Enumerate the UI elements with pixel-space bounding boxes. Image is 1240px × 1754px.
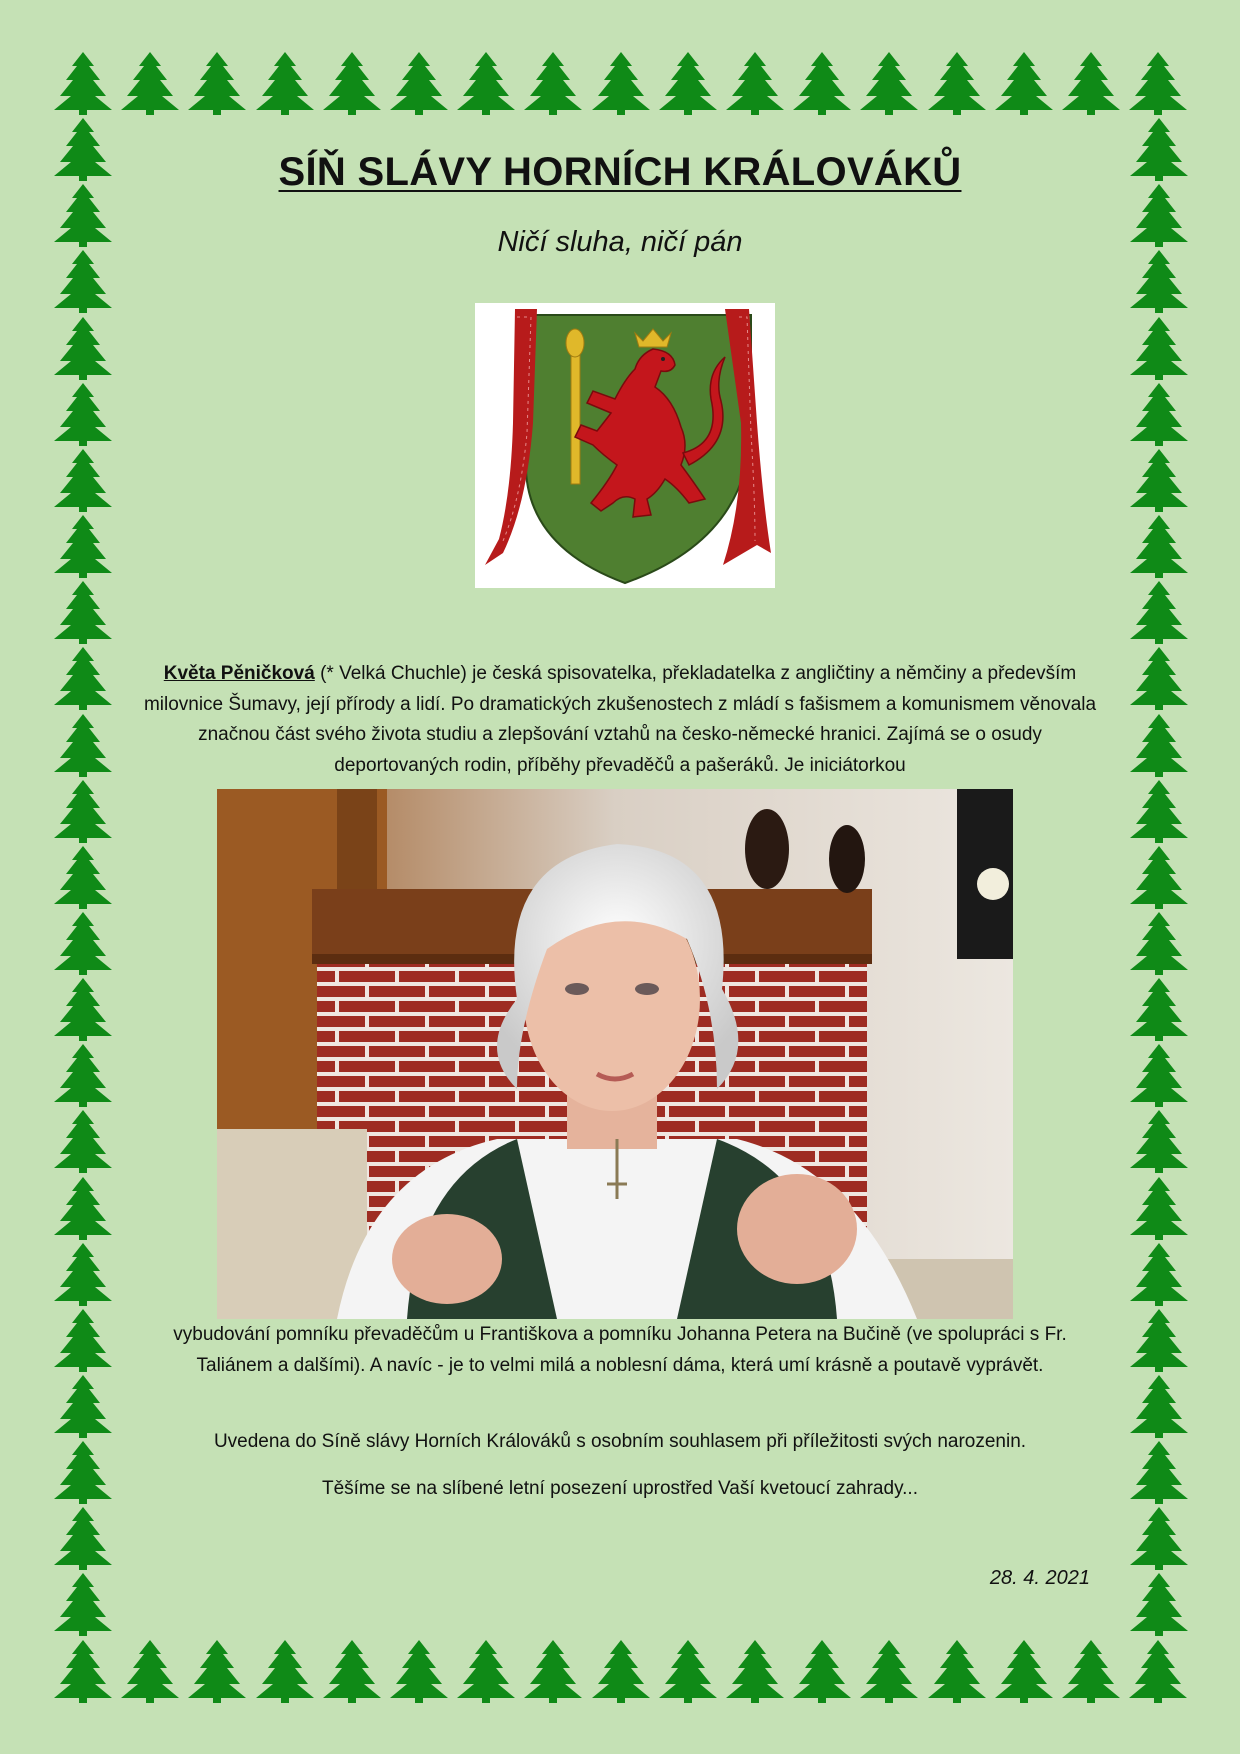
fir-tree-icon: [1126, 1505, 1192, 1571]
fir-tree-icon: [50, 579, 116, 645]
fir-tree-icon: [1126, 778, 1192, 844]
fir-tree-icon: [722, 50, 788, 116]
fir-tree-icon: [50, 1241, 116, 1307]
fir-tree-icon: [50, 248, 116, 314]
fir-tree-icon: [50, 50, 116, 116]
fir-tree-icon: [50, 1175, 116, 1241]
fir-tree-icon: [50, 844, 116, 910]
fir-tree-icon: [655, 1638, 721, 1704]
fir-tree-icon: [50, 910, 116, 976]
fir-tree-icon: [1126, 248, 1192, 314]
fir-tree-icon: [722, 1638, 788, 1704]
fir-tree-icon: [1126, 1108, 1192, 1174]
fir-tree-icon: [1125, 50, 1191, 116]
fir-tree-icon: [252, 50, 318, 116]
person-name: Květa Pěničková: [163, 663, 315, 684]
fir-tree-icon: [924, 50, 990, 116]
fir-tree-icon: [1126, 844, 1192, 910]
fir-tree-icon: [386, 1638, 452, 1704]
fir-tree-icon: [655, 50, 721, 116]
fir-tree-icon: [50, 1439, 116, 1505]
fir-tree-icon: [789, 1638, 855, 1704]
fir-tree-icon: [1058, 50, 1124, 116]
fir-tree-icon: [453, 1638, 519, 1704]
fir-tree-icon: [50, 1638, 116, 1704]
fir-tree-icon: [1126, 1175, 1192, 1241]
fir-tree-icon: [520, 1638, 586, 1704]
fir-tree-icon: [1125, 1638, 1191, 1704]
fir-tree-icon: [789, 50, 855, 116]
fir-tree-icon: [991, 1638, 1057, 1704]
fir-tree-icon: [1126, 976, 1192, 1042]
fir-tree-icon: [50, 116, 116, 182]
fir-tree-icon: [50, 976, 116, 1042]
fir-tree-icon: [1126, 1042, 1192, 1108]
fir-tree-icon: [117, 1638, 183, 1704]
fir-tree-icon: [117, 50, 183, 116]
fir-tree-icon: [1126, 1307, 1192, 1373]
fir-tree-icon: [50, 778, 116, 844]
fir-tree-icon: [50, 1505, 116, 1571]
fir-tree-icon: [50, 1571, 116, 1637]
fir-tree-icon: [1126, 1571, 1192, 1637]
fir-tree-icon: [856, 50, 922, 116]
fir-tree-icon: [252, 1638, 318, 1704]
fir-tree-icon: [50, 1307, 116, 1373]
fir-tree-icon: [1126, 1241, 1192, 1307]
fir-tree-icon: [50, 1373, 116, 1439]
fir-tree-icon: [50, 712, 116, 778]
fir-tree-icon: [1126, 513, 1192, 579]
fir-tree-icon: [386, 50, 452, 116]
portrait-photo: [217, 789, 1013, 1319]
fir-tree-icon: [1126, 315, 1192, 381]
fir-tree-icon: [924, 1638, 990, 1704]
closing-paragraph: Těšíme se na slíbené letní posezení uprostřed Vaší kvetoucí zahrady...: [321, 1478, 918, 1499]
fir-tree-icon: [453, 50, 519, 116]
fir-tree-icon: [50, 381, 116, 447]
fir-tree-icon: [319, 50, 385, 116]
coat-of-arms-icon: [475, 303, 775, 588]
fir-tree-icon: [588, 1638, 654, 1704]
fir-tree-icon: [1126, 182, 1192, 248]
fir-tree-icon: [50, 182, 116, 248]
fir-tree-icon: [1126, 381, 1192, 447]
fir-tree-icon: [184, 1638, 250, 1704]
bio-continuation-paragraph: vybudování pomníku převaděčům u Františkova a pomníku Johanna Petera na Bučině (ve spolupráci s Fr. Taliánem a dalšími). A navíc - je to velmi milá a noblesní dáma, která umí krásně a poutavě vyprávět.: [173, 1324, 1067, 1376]
bio-intro-text: (* Velká Chuchle) je česká spisovatelka, překladatelka z angličtiny a němčiny a především milovnice Šumavy, její přírody a lidí. Po dramatických zkušenostech z mládí s fašismem a komunismem věnovala značnou část svého života studiu a zlepšování vztahů na česko-německé hranici. Zajímá se o osudy deportovaných rodin, příběhy převaděčů a pašeráků. Je iniciátorkou: [143, 663, 1097, 776]
fir-tree-icon: [1126, 1373, 1192, 1439]
fir-tree-icon: [1126, 645, 1192, 711]
induction-paragraph: Uvedena do Síně slávy Horních Králováků s osobním souhlasem při příležitosti svých narozenin.: [213, 1431, 1027, 1452]
fir-tree-icon: [1126, 579, 1192, 645]
fir-tree-icon: [991, 50, 1057, 116]
document-date: 28. 4. 2021: [989, 1567, 1090, 1589]
fir-tree-icon: [1126, 712, 1192, 778]
fir-tree-icon: [50, 1042, 116, 1108]
fir-tree-icon: [50, 1108, 116, 1174]
page-title: SÍŇ SLÁVY HORNÍCH KRÁLOVÁKŮ: [278, 150, 962, 194]
fir-tree-icon: [1058, 1638, 1124, 1704]
fir-tree-icon: [1126, 910, 1192, 976]
fir-tree-icon: [520, 50, 586, 116]
fir-tree-icon: [1126, 1439, 1192, 1505]
fir-tree-icon: [50, 645, 116, 711]
fir-tree-icon: [856, 1638, 922, 1704]
bio-intro-paragraph: [140, 659, 1100, 781]
fir-tree-icon: [50, 513, 116, 579]
fir-tree-icon: [184, 50, 250, 116]
fir-tree-icon: [1126, 116, 1192, 182]
fir-tree-icon: [319, 1638, 385, 1704]
fir-tree-icon: [588, 50, 654, 116]
fir-tree-icon: [50, 447, 116, 513]
fir-tree-icon: [1126, 447, 1192, 513]
motto-subtitle: Ničí sluha, ničí pán: [497, 226, 743, 258]
fir-tree-icon: [50, 315, 116, 381]
